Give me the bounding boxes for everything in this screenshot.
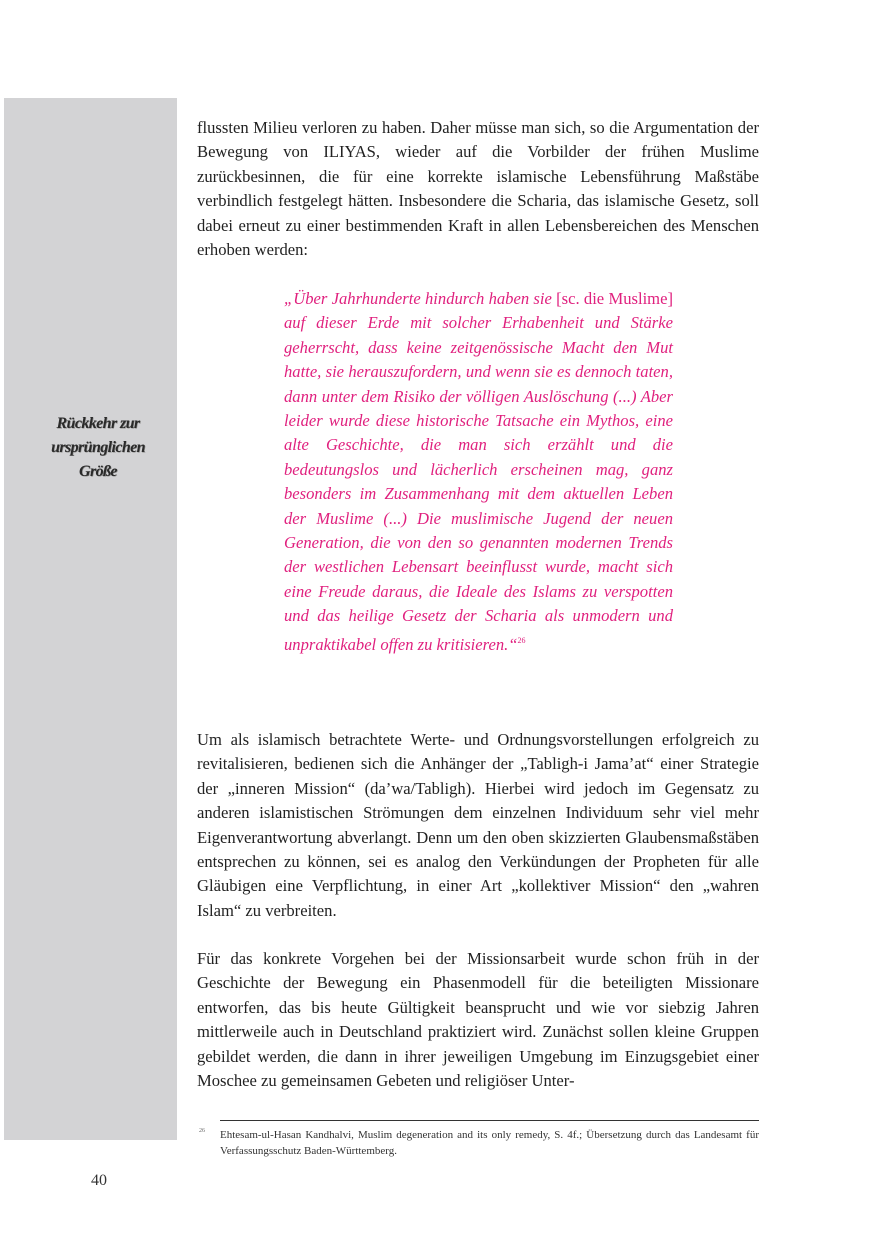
block-quote (284, 287, 673, 657)
footnote-divider (220, 1120, 759, 1121)
paragraph-intro: flussten Milieu verloren zu haben. Daher müsse man sich, so die Argumentation der Bewegung von ILIYAS, wieder auf die Vorbilder der frühen Muslime zurückbesinnen, die für eine korrekte islamische Lebensführung Maßstäbe verbindlich festgelegt hätten. Insbesondere die Scharia, das islamische Gesetz, soll dabei erneut zu einer bestimmenden Kraft in allen Lebensbereichen des Menschen erhoben werden: (197, 118, 759, 260)
paragraph-mission: Um als islamisch betrachtete Werte- und Ordnungsvorstellungen erfolgreich zu revitalisieren, bedienen sich die Anhänger der „Tabligh-i Jama’at“ einer Strategie der „inneren Mission“ (da’wa/Tabligh). Hierbei wird jedoch im Gegensatz zu anderen islamistischen Strömungen dem einzelnen Individuum sehr viel mehr Eigenverantwortung abverlangt. Denn um den oben skizzierten Glaubensmaßstäben entsprechen zu können, sei es analog den Verkündungen der Propheten für alle Gläubigen eine Verpflichtung, in einer Art „kollektiver Mission“ den „wahren Islam“ zu verbreiten. (197, 730, 759, 920)
quote-text: „Über Jahrhunderte hindurch haben sie (284, 289, 552, 308)
margin-sidebar (4, 98, 177, 1140)
margin-note (4, 412, 192, 484)
footnote-reference[interactable]: 26 (517, 635, 526, 645)
paragraph-phases: Für das konkrete Vorgehen bei der Missionsarbeit wurde schon früh in der Geschichte der Bewegung ein Phasenmodell für die beteiligten Missionare entworfen, das bis heute Gültigkeit beansprucht und wie vor siebzig Jahren mittlerweile auch in Deutschland praktiziert wird. Zunächst sollen kleine Gruppen gebildet werden, die dann in ihrer jeweiligen Umgebung im Einzugsgebiet einer Moschee zu gemeinsamen Gebeten und religiöser Unter- (197, 949, 759, 1091)
page-number: 40 (91, 1172, 107, 1189)
margin-note-line: Rückkehr zur (56, 415, 140, 432)
quote-text: auf dieser Erde mit solcher Erhabenheit und Stärke geherrscht, dass keine zeitgenössische Macht den Mut hatte, sie herauszufordern, und wenn sie es dennoch taten, dann unter dem Risiko der völligen Auslöschung (...) Aber leider wurde diese historische Tatsache ein Mythos, eine alte Geschichte, die man sich erzählt und die bedeutungslos und lächerlich erscheinen mag, ganz besonders im Zusammenhang mit dem aktuellen Leben der Muslime (...) Die muslimische Jugend der neuen Generation, die von den so genannten modernen Trends der westlichen Lebensart beeinflusst wurde, macht sich eine Freude daraus, die Ideale des Islams zu verspotten und das heilige Gesetz der Scharia als unmodern und unpraktikabel offen zu kritisieren.“ (284, 313, 673, 654)
margin-note-line: ursprünglichen (51, 439, 145, 456)
footnote-text: Ehtesam-ul-Hasan Kandhalvi, Muslim degeneration and its only remedy, S. 4f.; Übersetzung durch das Landesamt für Verfassungsschutz Baden-Württemberg. (220, 1129, 759, 1157)
quote-insertion: [sc. die Muslime] (551, 289, 673, 308)
footnote-number: 26 (199, 1128, 205, 1134)
margin-note-line: Größe (79, 463, 117, 480)
